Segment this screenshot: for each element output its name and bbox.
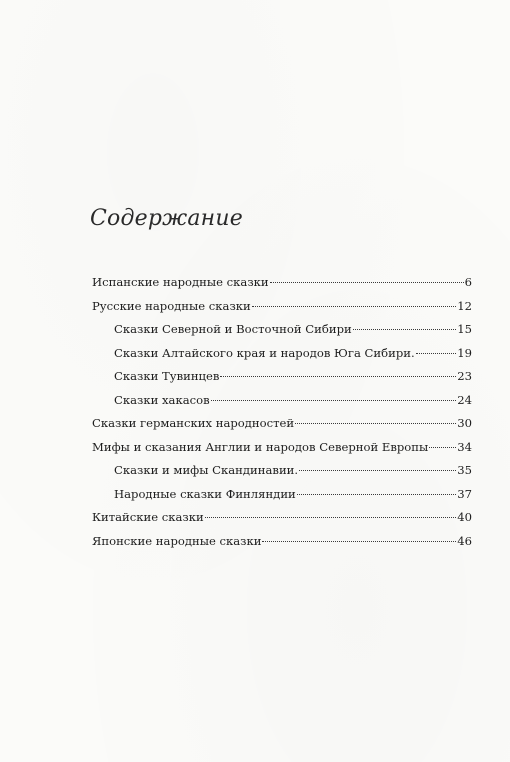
toc-entry-label: Китайские сказки	[92, 510, 204, 524]
toc-entry-label: Сказки Северной и Восточной Сибири	[114, 322, 352, 336]
dot-leader	[270, 282, 464, 283]
toc-entry-page-number: 15	[457, 322, 472, 336]
toc-entry-label: Испанские народные сказки	[92, 275, 269, 289]
dot-leader	[205, 517, 457, 518]
toc-entry-page-number: 46	[457, 533, 472, 548]
toc-entry[interactable]	[92, 365, 472, 389]
toc-entry[interactable]	[92, 318, 472, 342]
toc-entry[interactable]	[92, 459, 472, 483]
dot-leader	[416, 353, 457, 354]
toc-entry-label: Народные сказки Финляндии	[114, 486, 296, 501]
dot-leader	[262, 541, 456, 542]
toc-entry-page-number: 34	[457, 439, 472, 454]
toc-entry-page-number: 35	[457, 463, 472, 477]
toc-entry-page-number: 12	[457, 298, 472, 313]
toc-entry-page-number: 19	[457, 345, 472, 360]
dot-leader	[297, 494, 456, 495]
toc-entry-page-number: 6	[464, 275, 472, 289]
toc-entry-page-number: 40	[457, 510, 472, 524]
toc-entry[interactable]	[92, 483, 472, 507]
dot-leader	[252, 306, 456, 307]
toc-entry[interactable]	[92, 271, 472, 295]
toc-entry[interactable]	[92, 342, 472, 366]
toc-entry-label: Русские народные сказки	[92, 298, 251, 313]
toc-entry[interactable]	[92, 530, 472, 554]
toc-entry-page-number: 23	[457, 369, 472, 383]
dot-leader	[353, 329, 457, 330]
dot-leader	[220, 376, 456, 377]
page-title: Содержание	[90, 206, 243, 231]
toc-entry-label: Японские народные сказки	[92, 533, 262, 548]
toc-entry-label: Сказки хакасов	[114, 392, 210, 407]
toc-entry-label: Мифы и сказания Англии и народов Северной Европы	[92, 439, 429, 454]
toc-entry[interactable]	[92, 389, 472, 413]
toc-entry-label: Сказки Тувинцев	[114, 369, 220, 383]
dot-leader	[211, 400, 457, 401]
toc-entry-page-number: 30	[457, 416, 472, 430]
dot-leader	[429, 447, 456, 448]
toc-entry[interactable]	[92, 295, 472, 319]
toc-entry-label: Сказки Алтайского края и народов Юга Сибири.	[114, 345, 415, 360]
toc-entry-label: Сказки германских народностей	[92, 416, 295, 430]
toc-entry[interactable]	[92, 412, 472, 436]
table-of-contents	[92, 271, 472, 553]
toc-entry-label: Сказки и мифы Скандинавии.	[114, 463, 299, 477]
toc-entry-page-number: 24	[457, 392, 472, 407]
toc-entry-page-number: 37	[457, 486, 472, 501]
dot-leader	[295, 423, 456, 424]
toc-entry[interactable]	[92, 506, 472, 530]
toc-entry[interactable]	[92, 436, 472, 460]
dot-leader	[299, 470, 456, 471]
